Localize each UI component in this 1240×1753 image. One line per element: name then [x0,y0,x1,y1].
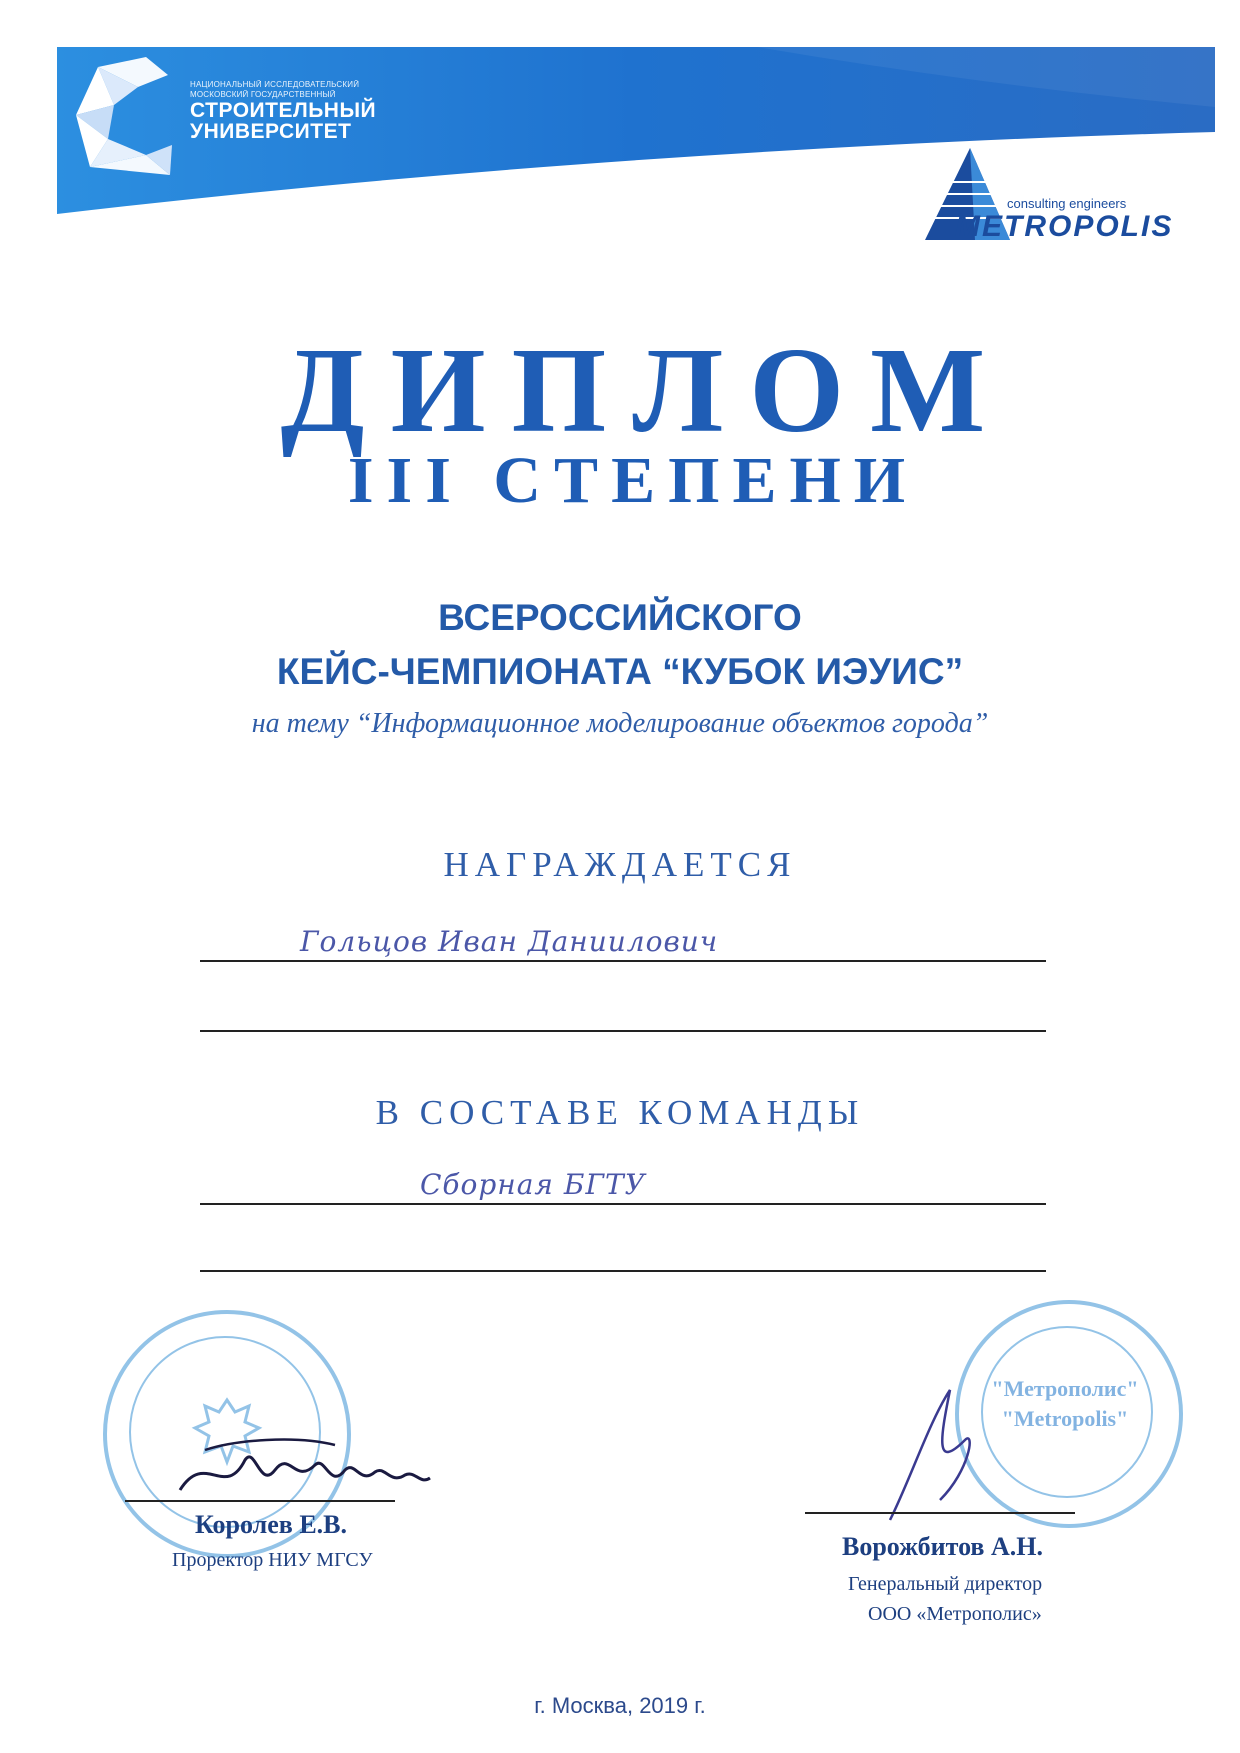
university-name-block [190,80,410,142]
right-signature-icon [880,1380,990,1530]
university-name-line2: УНИВЕРСИТЕТ [190,120,352,143]
event-line1: ВСЕРОССИЙСКОГО [438,597,802,638]
left-signature-line [125,1500,395,1502]
university-logo-icon [68,57,176,177]
right-signer-role-line1: Генеральный директор [848,1573,1043,1595]
awarded-label: НАГРАЖДАЕТСЯ [443,845,797,884]
right-signer-name: Ворожбитов А.Н. [842,1532,1043,1561]
left-signer-name: Королев Е.В. [195,1510,348,1539]
event-line2: КЕЙС-ЧЕМПИОНАТА “КУБОК ИЭУИС” [276,651,964,692]
recipient-line-2 [200,1030,1046,1032]
right-signer-role-line2: ООО «Метрополис» [868,1603,1042,1625]
stamp-company-ru: "Метрополис" [991,1376,1139,1401]
university-subtitle-line1: НАЦИОНАЛЬНЫЙ ИССЛЕДОВАТЕЛЬСКИЙ [190,80,360,89]
team-name: Сборная БГТУ [420,1168,646,1201]
university-subtitle-line2: МОСКОВСКИЙ ГОСУДАРСТВЕННЫЙ [190,90,336,99]
city-year: г. Москва, 2019 г. [534,1693,706,1718]
partner-subtitle: consulting engineers [1007,196,1127,211]
partner-name: METROPOLIS [955,210,1174,243]
team-line-2 [200,1270,1046,1272]
diploma-degree: III СТЕПЕНИ [347,444,919,517]
diploma-title: ДИПЛОМ [280,323,1012,458]
recipient-line-1 [200,960,1046,962]
recipient-name: Гольцов Иван Даниилович [300,925,719,958]
metropolis-logo [895,148,1215,243]
left-signature-icon [175,1430,435,1510]
team-line-1 [200,1203,1046,1205]
stamp-company-en: "Metropolis" [1001,1406,1129,1431]
left-signer-role: Проректор НИУ МГСУ [172,1549,373,1571]
right-signature-line [805,1512,1075,1514]
university-name-line1: СТРОИТЕЛЬНЫЙ [190,99,377,122]
team-label: В СОСТАВЕ КОМАНДЫ [375,1093,865,1132]
event-theme: на тему “Информационное моделирование объектов города” [251,708,989,739]
